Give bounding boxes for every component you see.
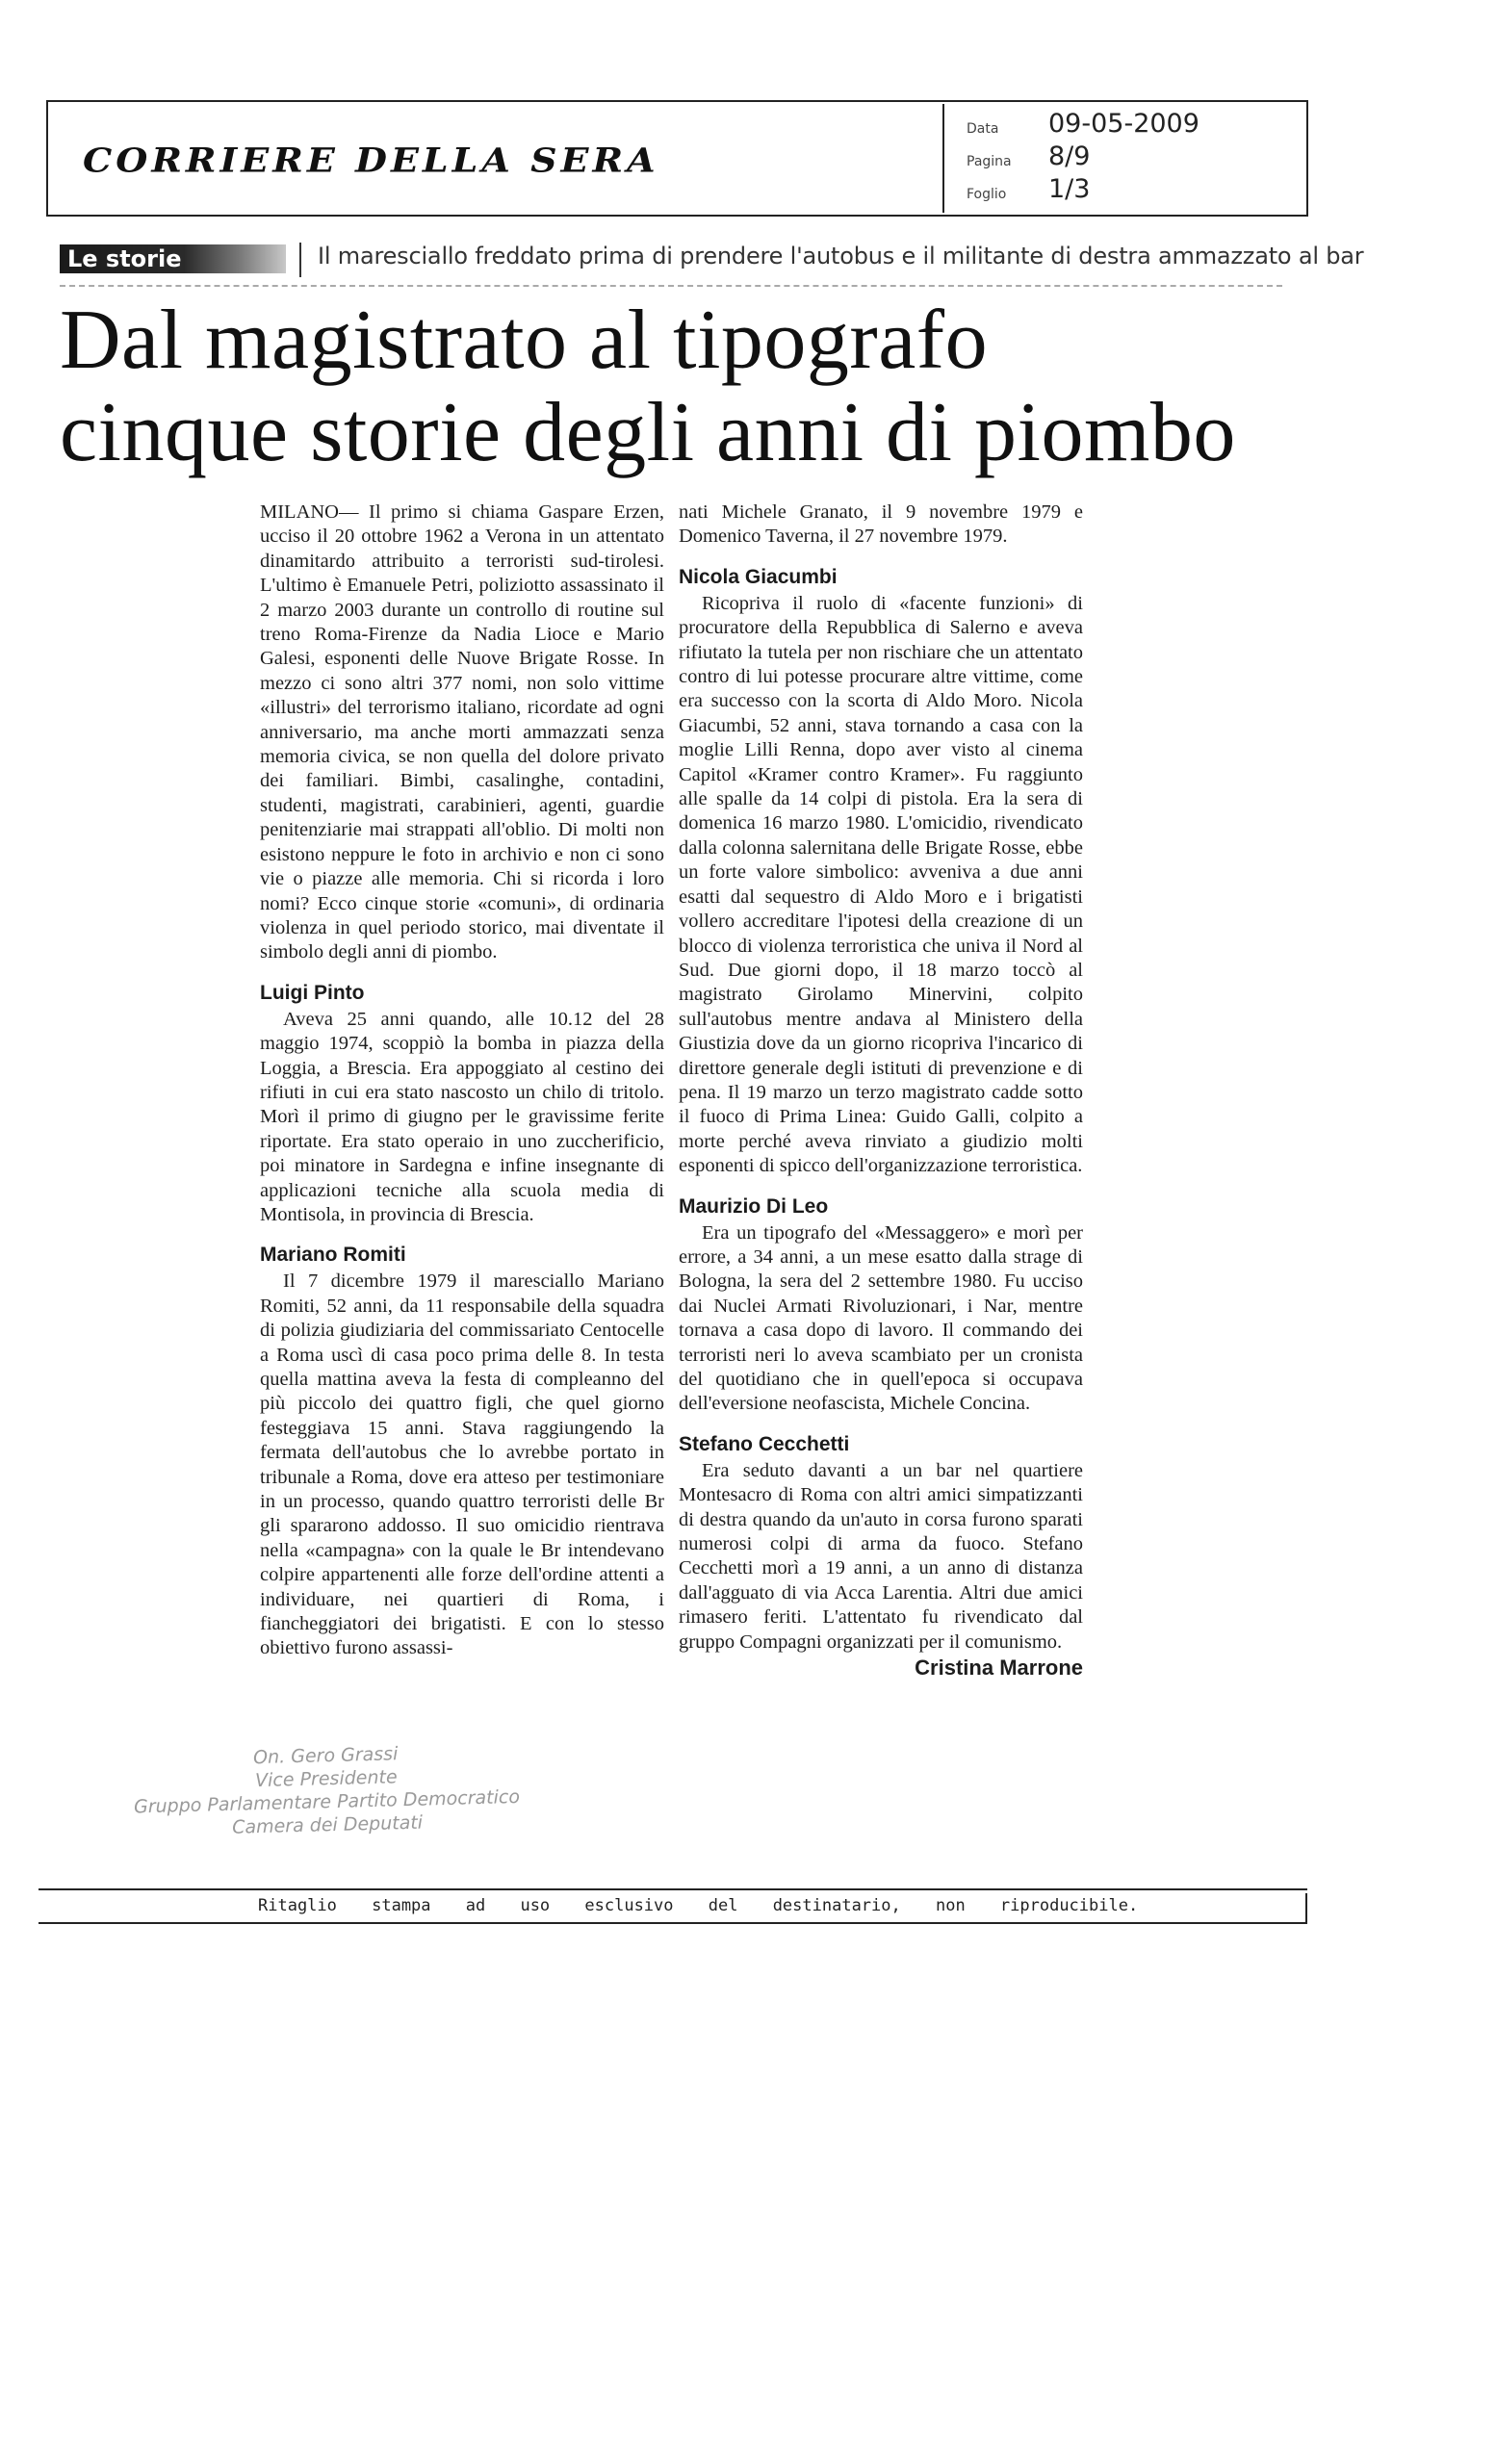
section-heading-mariano-romiti: Mariano Romiti [260, 1244, 406, 1267]
section-tag [60, 244, 286, 273]
headline-line-2: cinque storie degli anni di piombo [60, 386, 1236, 479]
meta-divider [942, 104, 944, 213]
footer-notice: Ritaglio stampa ad uso esclusivo del destinatario, non riproducibile. [258, 1896, 1139, 1915]
kicker-rule [60, 285, 1282, 287]
meta-page-label: Pagina [967, 154, 1012, 169]
article-column-1 [260, 500, 664, 1661]
article-column-2 [679, 500, 1083, 1681]
intro-paragraph [260, 500, 664, 965]
author-signature: Cristina Marrone [915, 1656, 1083, 1681]
meta-page [967, 141, 1284, 171]
masthead: CORRIERE DELLA SERA [83, 141, 659, 180]
stamp-line-2: Vice Presidente [254, 1766, 398, 1792]
meta-page-value: 8/9 [1048, 141, 1091, 171]
meta-sheet-value: 1/3 [1048, 174, 1091, 204]
meta-date [967, 108, 1284, 139]
section-text-stefano-cecchetti: Era seduto davanti a un bar nel quartiere Montesacro di Roma con altri amici simpatizzanti di destra quando da un'auto in corsa furono sparati numerosi colpi di arma da fuoco. Stefano Cecchetti morì a 19 anni, a un anno di distanza dall'agguato di via Acca Larentia. Altri due amici rimasero feriti. L'attentato fu rivendicato dal gruppo Compagni organizzati per il comunismo. [679, 1459, 1083, 1653]
dateline: MILANO [260, 501, 339, 523]
section-heading-stefano-cecchetti: Stefano Cecchetti [679, 1432, 850, 1455]
stamp-line-4: Camera dei Deputati [231, 1811, 424, 1838]
meta-date-label: Data [967, 121, 999, 137]
section-heading-maurizio-di-leo: Maurizio Di Leo [679, 1194, 829, 1218]
kicker-separator [299, 243, 301, 277]
deputy-stamp [114, 1738, 539, 1841]
stamp-line-1: On. Gero Grassi [252, 1743, 399, 1769]
section-tag-label: Le storie [67, 245, 182, 272]
stamp-line-3: Gruppo Parlamentare Partito Democratico [133, 1785, 521, 1818]
section-text-nicola-giacumbi: Ricopriva il ruolo di «facente funzioni» di procuratore della Repubblica di Salerno e aveva rifiutato la tutela per non rischiare che un attentato contro di lui potesse procurare altre vittime, come era successo con la scorta di Aldo Moro. Nicola Giacumbi, 52 anni, stava tornando a casa con la moglie Lilli Renna, dopo aver visto al cinema Capitol «Kramer contro Kramer». Fu raggiunto alle spalle da 14 colpi di pistola. Era la sera di domenica 16 marzo 1980. L'omicidio, rivendicato dalla colonna salernitana delle Brigate Rosse, ebbe un forte valore simbolico: avveniva a due anni esatti dal sequestro di Aldo Moro e i brigatisti vollero accreditare l'ipotesi della creazione di un blocco di violenza terroristica che univa il Nord al Sud. Due giorni dopo, il 18 marzo toccò al magistrato Girolamo Minervini, colpito sull'autobus mentre andava al Ministero della Giustizia dove da un giorno ricopriva l'incarico di direttore generale degli istituti di prevenzione e di pena. Il 19 marzo un terzo magistrato cadde sotto il fuoco di Prima Linea: Guido Galli, colpito a morte perché aveva rinviato a giudizio molti esponenti di spicco dell'organizzazione terroristica. [679, 592, 1083, 1177]
section-heading-luigi-pinto: Luigi Pinto [260, 981, 365, 1004]
section-text-luigi-pinto: Aveva 25 anni quando, alle 10.12 del 28 maggio 1974, scoppiò la bomba in piazza della Loggia, a Brescia. Era appoggiato al cestino dei rifiuti in cui era stato nascosto un chilo di tritolo. Morì il primo di giugno per le gravissime ferite riportate. Era stato operaio in uno zuccherificio, poi minatore in Sardegna e infine insegnante di applicazioni tecniche alla scuola media di Montisola, in provincia di Brescia. [260, 1008, 664, 1225]
section-heading-nicola-giacumbi: Nicola Giacumbi [679, 565, 838, 588]
section-text-maurizio-di-leo: Era un tipografo del «Messaggero» e morì per errore, a 34 anni, a un mese esatto dalla strage di Bologna, la sera del 2 settembre 1980. Fu ucciso dai Nuclei Armati Rivoluzionari, i Nar, mentre tornava a casa dopo di lavoro. Il commando dei terroristi neri lo aveva scambiato per un cronista del quotidiano che in quell'epoca si occupava dell'eversione neofascista, Michele Concina. [679, 1221, 1083, 1415]
meta-sheet-label: Foglio [967, 187, 1007, 202]
meta-date-value: 09-05-2009 [1048, 109, 1199, 139]
meta-sheet [967, 173, 1284, 204]
section-text-mariano-romiti: Il 7 dicembre 1979 il maresciallo Mariano Romiti, 52 anni, da 11 responsabile della squadra di polizia giudiziaria del commissariato Centocelle a Roma uscì di casa poco prima delle 8. In testa quella mattina aveva la festa di compleanno del più piccolo dei quattro figli, che quel giorno festeggiava 15 anni. Stava raggiungendo la fermata dell'autobus che lo avrebbe portato in tribunale a Roma, dove era atteso per testimoniare in un processo, quando quattro terroristi delle Br gli spararono addosso. Il suo omicidio rientrava nella «campagna» con la quale le Br intendevano colpire appartenenti alle forze dell'ordine attenti a individuare, nei quartieri di Roma, i fiancheggiatori dei brigatisti. E con lo stesso obiettivo furono assassi- [260, 1270, 664, 1659]
kicker: Il maresciallo freddato prima di prendere l'autobus e il militante di destra ammazzato al bar [318, 243, 1364, 270]
headline [60, 295, 1236, 479]
footer-rule [39, 1888, 1307, 1890]
continuation-paragraph: nati Michele Granato, il 9 novembre 1979 e Domenico Taverna, il 27 novembre 1979. [679, 501, 1083, 548]
intro-text: — Il primo si chiama Gaspare Erzen, ucciso il 20 ottobre 1962 a Verona in un attentato dinamitardo attribuito a terroristi sud-tirolesi. L'ultimo è Emanuele Petri, poliziotto assassinato il 2 marzo 2003 durante un controllo di routine sul treno Roma-Firenze da Nadia Lioce e Mario Galesi, esponenti delle Nuove Brigate Rosse. In mezzo ci sono altri 377 nomi, non solo vittime «illustri» del terrorismo italiano, ricordate ad ogni anniversario, ma anche morti ammazzati senza memoria civica, se non quella del dolore privato dei familiari. Bimbi, casalinghe, contadini, studenti, magistrati, carabinieri, agenti, guardie penitenziarie mai strappati all'oblio. Di molti non esistono neppure le foto in archivio e non ci sono vie o piazze alle memoria. Chi si ricorda i loro nomi? Ecco cinque storie «comuni», di ordinaria violenza in quel periodo storico, mai diventate il simbolo degli anni di piombo. [260, 501, 664, 963]
headline-line-1: Dal magistrato al tipografo [60, 294, 989, 387]
